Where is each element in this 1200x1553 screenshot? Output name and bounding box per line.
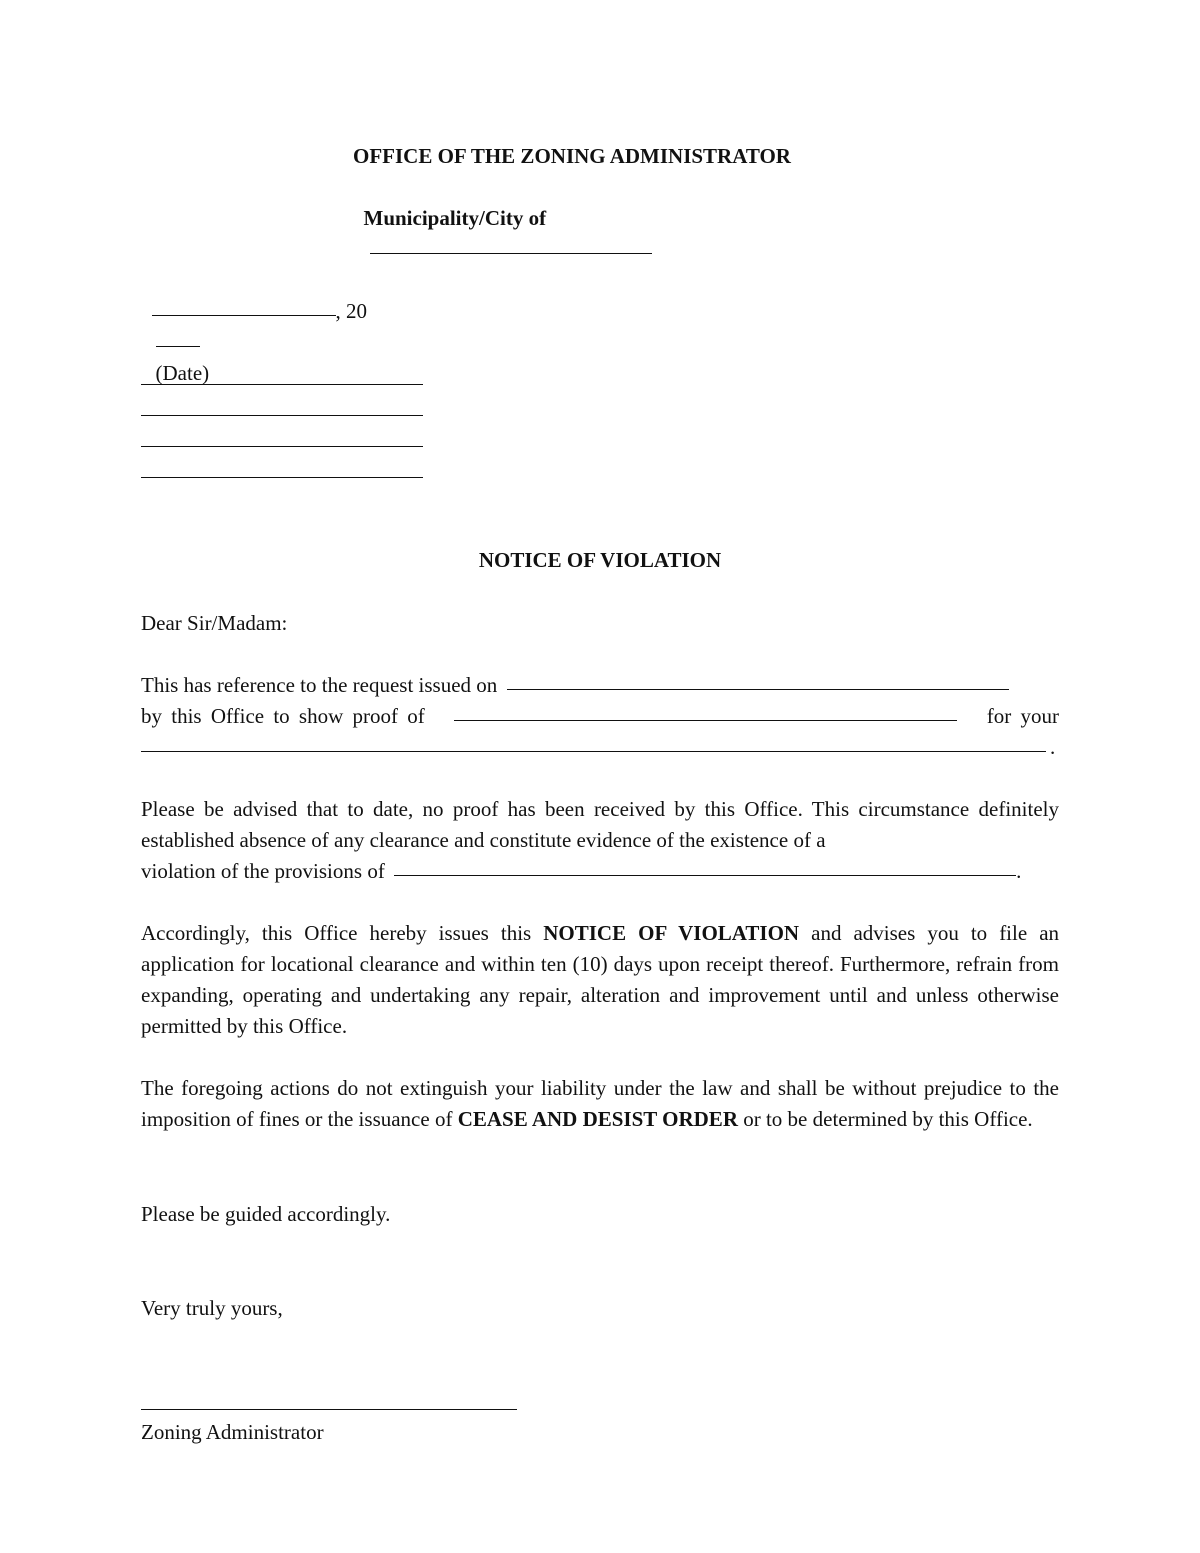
- paragraph3-text-before: Accordingly, this Office hereby issues this: [141, 921, 544, 945]
- municipality-line: [353, 172, 652, 265]
- address-line-2: [141, 415, 423, 416]
- paragraph4-text-before: The foregoing actions do not extinguish your liability under the law and shall be without prejudice to the imposition of fines or the issuance of: [141, 1076, 1059, 1131]
- salutation: Dear Sir/Madam:: [141, 611, 288, 635]
- paragraph1-line1-text: This has reference to the request issued on: [141, 673, 498, 697]
- date-year-blank: [156, 346, 200, 347]
- address-line-3: [141, 446, 423, 447]
- address-line-1: [141, 384, 423, 385]
- paragraph1-line2: [141, 701, 1059, 732]
- proof-of-blank: [454, 720, 957, 721]
- paragraph3-bold-notice: NOTICE OF VIOLATION: [543, 921, 800, 945]
- request-date-blank: [507, 689, 1009, 690]
- provisions-blank: [394, 875, 1016, 876]
- notice-title: NOTICE OF VIOLATION: [478, 548, 722, 572]
- paragraph1-line3-end: .: [1050, 735, 1056, 759]
- office-title: OFFICE OF THE ZONING ADMINISTRATOR: [353, 144, 791, 168]
- for-your-blank: [141, 751, 1046, 752]
- paragraph4-bold-order: CEASE AND DESIST ORDER: [457, 1107, 738, 1131]
- paragraph1-line2-text-a: by this Office to show proof of: [141, 704, 425, 728]
- date-year-prefix: , 20: [335, 299, 367, 323]
- paragraph2-last-line: [141, 856, 1059, 887]
- valediction: Very truly yours,: [141, 1296, 283, 1320]
- paragraph2-text: Please be advised that to date, no proof has been received by this Office. This circumstance definitely established absence of any clearance and constitute evidence of the existence of a: [141, 797, 1059, 852]
- date-month-day-blank: [152, 315, 336, 316]
- paragraph2-last-line-end: .: [1016, 859, 1022, 883]
- paragraph3-text-after: and advises you to file an application for locational clearance and within ten (10) days upon receipt thereof. Furthermore, refrain from expanding, operating and undertaking any repair, alteration and improvement until and unless otherwise permitted by this Office.: [141, 921, 1060, 1038]
- paragraph1-line2-text-b: for your: [986, 704, 1059, 728]
- paragraph4-text-after: or to be determined by this Office.: [737, 1107, 1033, 1131]
- closing-note: Please be guided accordingly.: [141, 1202, 391, 1226]
- signature-line: [141, 1409, 517, 1410]
- paragraph2-last-line-text: violation of the provisions of: [141, 859, 385, 883]
- paragraph1-line1: [141, 670, 1059, 701]
- signature-title: Zoning Administrator: [141, 1420, 324, 1444]
- date-line: [141, 265, 367, 389]
- paragraph3: [141, 918, 1059, 1042]
- municipality-blank: [370, 253, 652, 254]
- address-line-4: [141, 477, 423, 478]
- date-label: (Date): [155, 361, 210, 385]
- paragraph1-line3: [141, 732, 1059, 763]
- municipality-label: Municipality/City of: [363, 206, 547, 230]
- paragraph4: [141, 1073, 1059, 1135]
